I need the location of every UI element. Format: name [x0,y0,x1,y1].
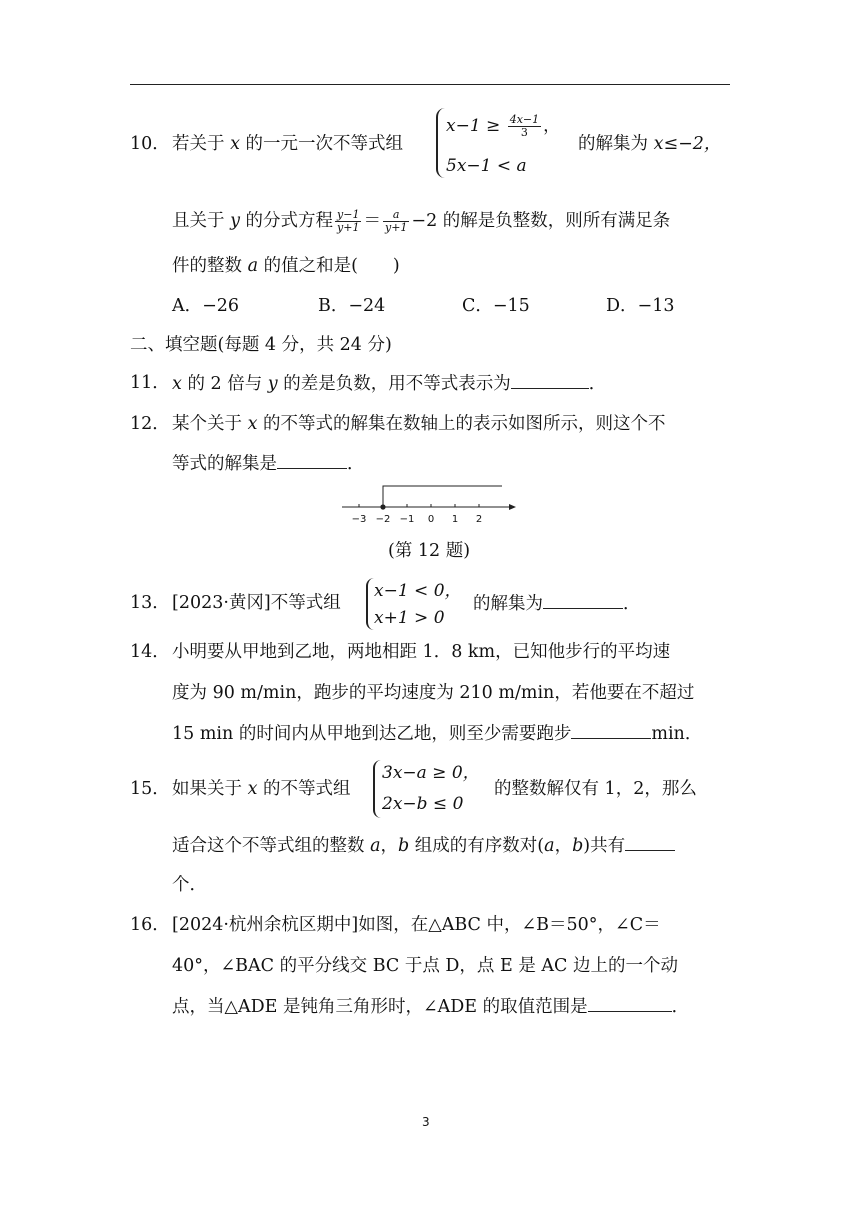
q10-eq-lnum: y−1 [337,208,360,221]
q16-line2: 40°，∠BAC 的平分线交 BC 于点 D，点 E 是 AC 边上的一个动 [172,956,678,976]
q12-line2 [172,452,365,475]
q10-line2 [172,209,670,234]
q13-system-row2 [374,607,445,629]
tick-label-1: 1 [451,514,459,525]
q15-sys1: 3x−a ≥ 0， [382,763,480,783]
section-heading: 二、填空题(每题 4 分，共 24 分) [130,335,392,355]
q10-eq-rnum: a [383,209,409,222]
q15-system-brace [373,760,381,818]
q10-option-d[interactable]: D．−13 [606,296,675,316]
q15-line2-mid2: ， [554,836,573,856]
q12-line2-text: 等式的解集是 [172,454,277,474]
q15-line2-mid3: )共有 [583,836,626,856]
q15-pair-b: b [572,836,584,856]
q12-line1 [172,413,666,435]
q15-answer-blank[interactable] [625,834,675,851]
q10-var-x: x [230,134,240,154]
q10-system-brace [436,108,445,178]
q16-end: ． [671,997,690,1017]
tick-label-0: 0 [427,514,435,525]
q13-system-brace [366,578,374,630]
q10-text-post: 的解集为 [578,134,648,154]
q15-system-row2 [382,793,463,815]
q13-answer-blank[interactable] [543,592,623,609]
q16-number: 16． [130,915,170,935]
figure-caption: (第 12 题) [388,541,471,561]
q15-line2-pre: 适合这个不等式组的整数 [172,836,365,856]
header-rule [130,84,730,85]
q10-text-pre: 若关于 [172,134,225,154]
q10-sys2: 5x−1 < a [446,156,527,176]
q10-eq-rden: y+1 [384,221,408,234]
q10-text-mid: 的一元一次不等式组 [245,134,404,154]
q13-pre: [2023·黄冈]不等式组 [172,593,341,613]
q11-end: ． [588,374,607,394]
q13-sys2: x+1 > 0 [374,608,445,628]
q10-var-y: y [230,211,240,231]
q10-line3 [172,255,400,277]
q10-line2-pre: 且关于 [172,211,225,231]
q10-sys1-frac-num: 4x−1 [509,113,540,126]
q14-line3 [172,722,702,745]
q16-line3 [172,995,689,1018]
q12-pre: 某个关于 [172,414,242,434]
q11-mid2: 的差是负数，用不等式表示为 [283,374,511,394]
q10-option-b[interactable]: B．−24 [318,296,386,316]
q14-end: min． [651,724,703,744]
q10-sys1-tail: ， [543,116,561,136]
q16-line3-text: 点，当△ADE 是钝角三角形时，∠ADE 的取值范围是 [172,997,588,1017]
q14-line1: 小明要从甲地到乙地，两地相距 1．8 km，已知他步行的平均速 [172,642,671,662]
q14-line3-text: 15 min 的时间内从甲地到达乙地，则至少需要跑步 [172,724,572,744]
q14-number: 14． [130,642,170,662]
q10-option-c[interactable]: C．−15 [462,296,530,316]
q12-end: ． [347,454,365,474]
q10-var-a: a [247,256,259,276]
q15-var-a: a [370,836,381,856]
solution-point [380,504,385,509]
q15-line1 [172,778,351,800]
q12-var-x: x [247,414,258,434]
number-line-figure [330,478,530,530]
tick-label-minus2: −2 [375,514,391,525]
q15-mid: 的不等式组 [263,779,351,799]
q16-line1: [2024·杭州余杭区期中]如图，在△ABC 中，∠B＝50°，∠C＝ [172,915,661,935]
q10-sys1-lhs: x−1 ≥ [446,116,506,136]
q10-line2-mid: 的分式方程 [245,211,334,231]
q10-eq-sign: ＝ [363,211,381,231]
q10-line3-pre: 件的整数 [172,256,242,276]
tick-label-2: 2 [475,514,483,525]
q15-system-row1 [382,762,480,784]
q15-var-b: b [398,836,410,856]
page-number: 3 [422,1115,430,1129]
q12-answer-blank[interactable] [277,452,347,469]
number-line-arrow [509,504,516,510]
q12-post: 的不等式的解集在数轴上的表示如图所示，则这个不 [263,414,666,434]
q11-var-y: y [267,374,278,394]
q10-eq-right-fraction [383,209,409,234]
q10-number: 10． [130,134,170,154]
q13-number: 13． [130,593,170,613]
q13-end: ． [623,594,641,614]
q11-answer-blank[interactable] [511,372,589,389]
q10-eq-left-fraction [335,209,361,234]
tick-label-minus1: −1 [399,514,415,525]
q15-line2 [172,834,675,857]
q10-system-row2 [446,155,527,177]
q11-mid1: 的 2 倍与 [187,374,263,394]
solution-bracket [383,486,502,507]
q14-answer-blank[interactable] [571,722,651,739]
q15-sys2: 2x−b ≤ 0 [382,794,464,814]
q11-number: 11． [130,373,170,393]
q15-number: 15． [130,779,170,799]
q10-option-a[interactable]: A．−26 [172,296,240,316]
q10-sys1-fraction [508,114,541,139]
q10-line3-post: 的值之和是( ) [263,256,400,276]
q16-answer-blank[interactable] [588,995,672,1012]
q15-post: 的整数解仅有 1，2，那么 [494,779,697,799]
q15-sep: ， [380,836,399,856]
q10-line1 [172,133,403,155]
q11-var-x: x [172,374,182,394]
q12-number: 12． [130,414,170,434]
q11-line [172,372,606,395]
q15-line2-mid: 组成的有序数对( [414,836,545,856]
q15-var-x: x [247,779,258,799]
q10-solution: x≤−2， [653,134,722,154]
q10-line1-tail [578,133,721,155]
q10-system-row1 [446,114,560,139]
q13-tail [473,592,641,615]
q13-system-row1 [374,580,462,602]
q10-sys1-frac-den: 3 [520,126,528,139]
q10-eq-lden: y+1 [337,221,360,234]
q15-pre: 如果关于 [172,779,242,799]
q15-line3: 个． [172,875,207,895]
q10-line2-post: −2 的解是负整数，则所有满足条 [411,211,671,231]
q14-line2: 度为 90 m/min，跑步的平均速度为 210 m/min，若他要在不超过 [172,683,695,703]
q13-post: 的解集为 [473,594,543,614]
tick-label-minus3: −3 [351,514,367,525]
q13-sys1: x−1 < 0， [374,581,462,601]
q15-pair-a: a [544,836,555,856]
